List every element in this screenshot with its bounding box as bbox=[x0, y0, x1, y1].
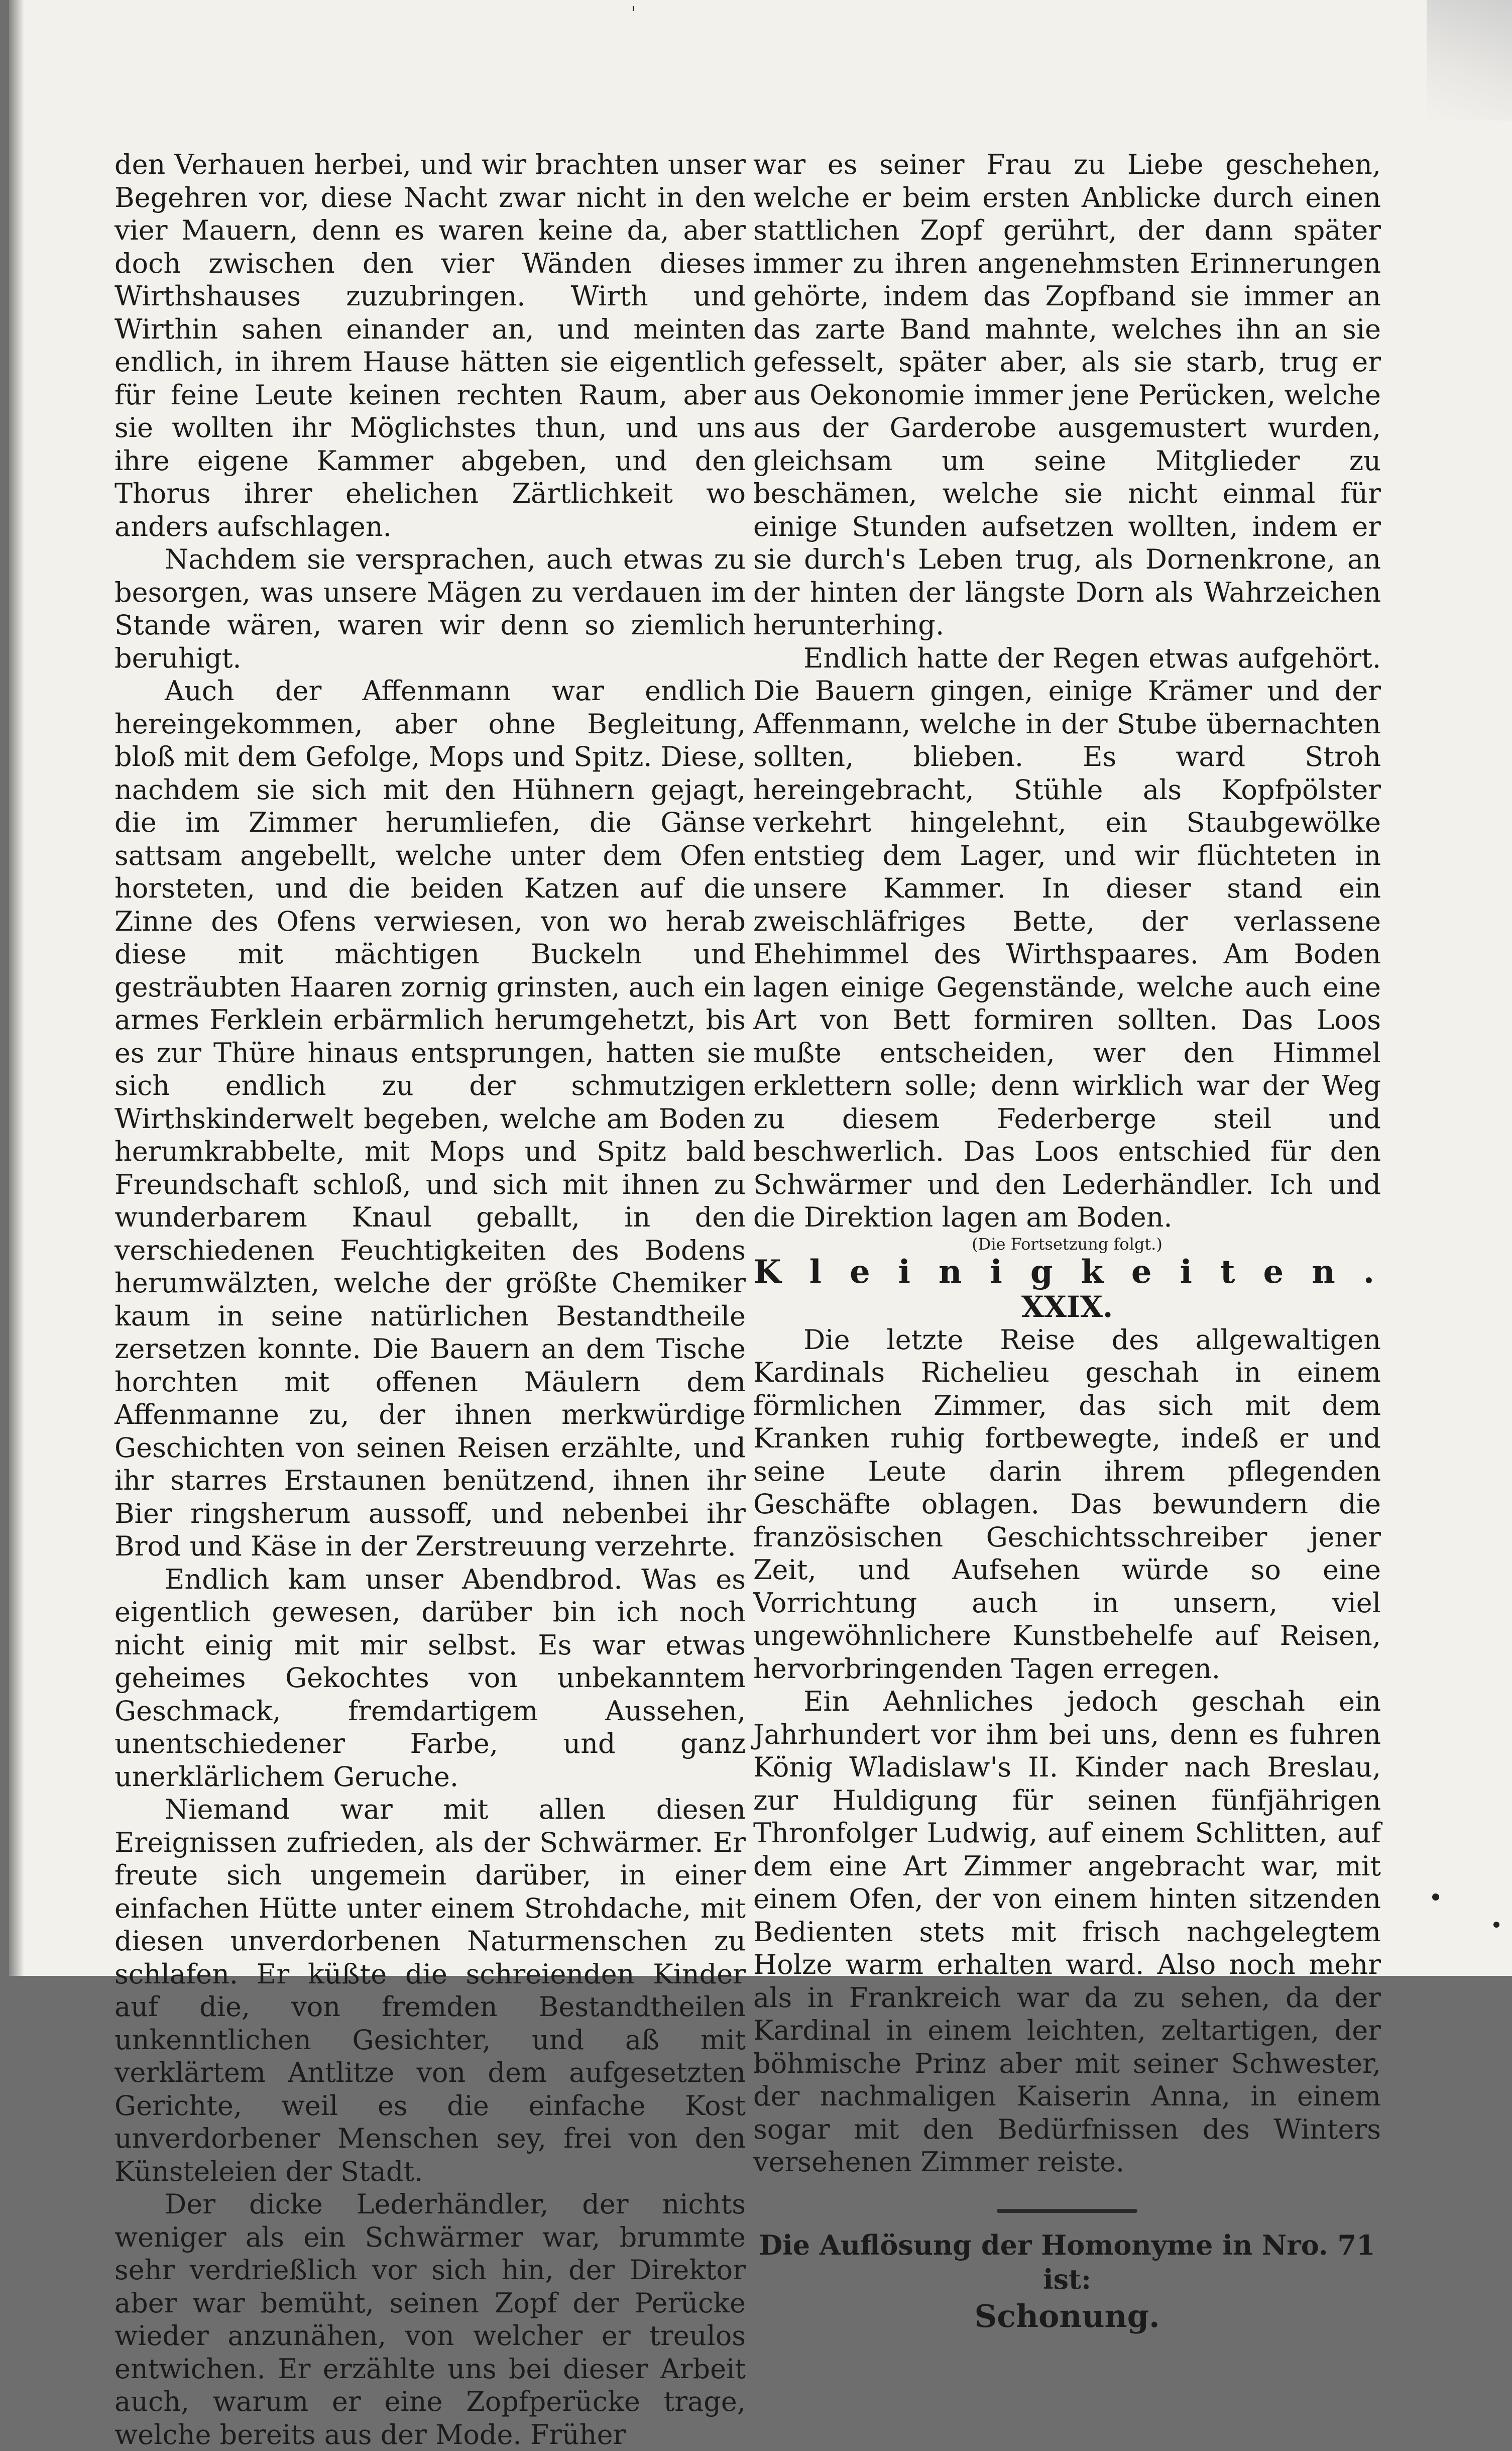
paragraph: den Verhauen herbei, und wir brachten unser Begehren vor, diese Nacht zwar nicht in den vier Mauern, denn es waren keine da, aber doch zwischen den vier Wänden dieses Wirthshauses zuzubringen. Wirth und Wirthin sahen einander an, und meinten endlich, in ihrem Hause hätten sie eigentlich für feine Leute keinen rechten Raum, aber sie wollten ihr Möglichstes thun, und uns ihre eigene Kammer abgeben, und den Thorus ihrer ehelichen Zärtlichkeit wo anders aufschlagen. bbox=[114, 149, 746, 542]
paragraph: Nachdem sie versprachen, auch etwas zu besorgen, was unsere Mägen zu verdauen im Stande wären, waren wir denn so ziemlich beruhigt. bbox=[114, 543, 746, 674]
paragraph: Ein Aehnliches jedoch geschah ein Jahrhundert vor ihm bei uns, denn es fuhren König Wladislaw's II. Kinder nach Breslau, zur Huldigung für seinen fünfjährigen Thronfolger Ludwig, auf einem Schlitten, auf dem eine Art Zimmer angebracht war, mit einem Ofen, der von einem hinten sitzenden Bedienten stets mit frisch nachgelegtem Holze warm erhalten ward. Also noch mehr als in Frankreich war da zu sehen, da der Kardinal in einem leichten, zeltartigen, der böhmische Prinz aber mit seiner Schwester, der nachmaligen Kaiserin Anna, in einem sogar mit den Bedürfnissen des Winters versehenen Zimmer reiste. bbox=[753, 1686, 1381, 2178]
paragraph: Niemand war mit allen diesen Ereignissen zufrieden, als der Schwärmer. Er freute sich ungemein darüber, in einer einfachen Hütte unter einem Strohdache, mit diesen unverdorbenen Naturmenschen zu schlafen. Er küßte die schreienden Kinder auf die, von fremden Bestandtheilen unkenntlichen Gesichter, und aß mit verklärtem Antlitze von dem aufgesetzten Gerichte, weil es die einfache Kost unverdorbener Menschen sey, frei von den Künsteleien der Stadt. bbox=[114, 1794, 746, 2187]
paragraph: Der dicke Lederhändler, der nichts weniger als ein Schwärmer war, brummte sehr verdrießlich vor sich hin, der Direktor aber war bemüht, seinen Zopf der Perücke wieder anzunähen, von welcher er treulos entwichen. Er erzählte uns bei dieser Arbeit auch, warum er eine Zopfperücke trage, welche bereits aus der Mode. Früher bbox=[114, 2188, 746, 2450]
section-number: XXIX. bbox=[1021, 1289, 1113, 1324]
binding-shadow bbox=[9, 0, 24, 1976]
solution-word: Schonung. bbox=[974, 2297, 1160, 2334]
paragraph: Endlich kam unser Abendbrod. Was es eigentlich gewesen, darüber bin ich noch nicht einig mit mir selbst. Es war etwas geheimes Gekochtes von unbekanntem Geschmack, fremdartigem Aussehen, unentschiedener Farbe, und ganz unerklärlichem Geruche. bbox=[114, 1563, 746, 1793]
print-speck bbox=[1493, 1922, 1499, 1928]
section-heading: Kleinigkeiten. bbox=[753, 1253, 1403, 1291]
print-speck bbox=[633, 6, 634, 11]
page-corner-fold bbox=[1427, 0, 1512, 121]
paragraph: Auch der Affenmann war endlich hereingekommen, aber ohne Begleitung, bloß mit dem Gefolge, Mops und Spitz. Diese, nachdem sie sich mit den Hühnern gejagt, die im Zimmer herumliefen, die Gänse sattsam angebellt, welche unter dem Ofen horsteten, und die beiden Katzen auf die Zinne des Ofens verwiesen, von wo herab diese mit mächtigen Buckeln und gesträubten Haaren zornig grinsten, auch ein armes Ferklein erbärmlich herumgehetzt, bis es zur Thüre hinaus entsprungen, hatten sie sich endlich zu der schmutzigen Wirthskinderwelt begeben, welche am Boden herumkrabbelte, mit Mops und Spitz bald Freundschaft schloß, und sich mit ihnen zu wunderbarem Knaul geballt, in den verschiedenen Feuchtigkeiten des Bodens herumwälzten, welche der größte Chemiker kaum in seine natürlichen Bestandtheile zersetzen konnte. Die Bauern an dem Tische horchten mit offenen Mäulern dem Affenmanne zu, der ihnen merkwürdige Geschichten von seinen Reisen erzählte, und ihr starres Erstaunen benützend, ihnen ihr Bier ringsherum aussoff, und nebenbei ihr Brod und Käse in der Zerstreuung verzehrte. bbox=[114, 675, 746, 1562]
divider-rule bbox=[997, 2209, 1137, 2213]
print-speck bbox=[1432, 1893, 1439, 1901]
left-column bbox=[114, 148, 746, 2451]
right-column bbox=[753, 148, 1403, 2336]
continuation-note: (Die Fortsetzung folgt.) bbox=[972, 1234, 1162, 1254]
paragraph: Die letzte Reise des allgewaltigen Kardinals Richelieu geschah in einem förmlichen Zimmer, das sich mit dem Kranken ruhig fortbewegte, indeß er und seine Leute darin ihrem pflegenden Geschäfte oblagen. Das bewundern die französischen Geschichtsschreiber jener Zeit, und Aufsehen würde so eine Vorrichtung auch in unsern, viel ungewöhnlichere Kunstbehelfe auf Reisen, hervorbringenden Tagen erregen. bbox=[753, 1323, 1381, 1685]
paragraph: war es seiner Frau zu Liebe geschehen, welche er beim ersten Anblicke durch einen stattlichen Zopf gerührt, der dann später immer zu ihren angenehmsten Erinnerungen gehörte, indem das Zopfband sie immer an das zarte Band mahnte, welches ihn an sie gefesselt, später aber, als sie starb, trug er aus Oekonomie immer jene Perücken, welche aus der Garderobe ausgemustert wurden, gleichsam um seine Mitglieder zu beschämen, welche sie nicht einmal für einige Stunden aufsetzen wollten, indem er sie durch's Leben trug, als Dornenkrone, an der hinten der längste Dorn als Wahrzeichen herunterhing. bbox=[753, 149, 1381, 641]
paragraph: Endlich hatte der Regen etwas aufgehört. Die Bauern gingen, einige Krämer und der Affenmann, welche in der Stube übernachten sollten, blieben. Es ward Stroh hereingebracht, Stühle als Kopfpölster verkehrt hingelehnt, ein Staubgewölke entstieg dem Lager, und wir flüchteten in unsere Kammer. In dieser stand ein zweischläfriges Bette, der verlassene Ehehimmel des Wirthspaares. Am Boden lagen einige Gegenstände, welche auch eine Art von Bett formiren sollten. Das Loos mußte entscheiden, wer den Himmel erklettern solle; denn wirklich war der Weg zu diesem Federberge steil und beschwerlich. Das Loos entschied für den Schwärmer und den Lederhändler. Ich und die Direktion lagen am Boden. bbox=[753, 642, 1381, 1233]
solution-line: Die Auflösung der Homonyme in Nro. 71 ist: bbox=[759, 2229, 1375, 2295]
